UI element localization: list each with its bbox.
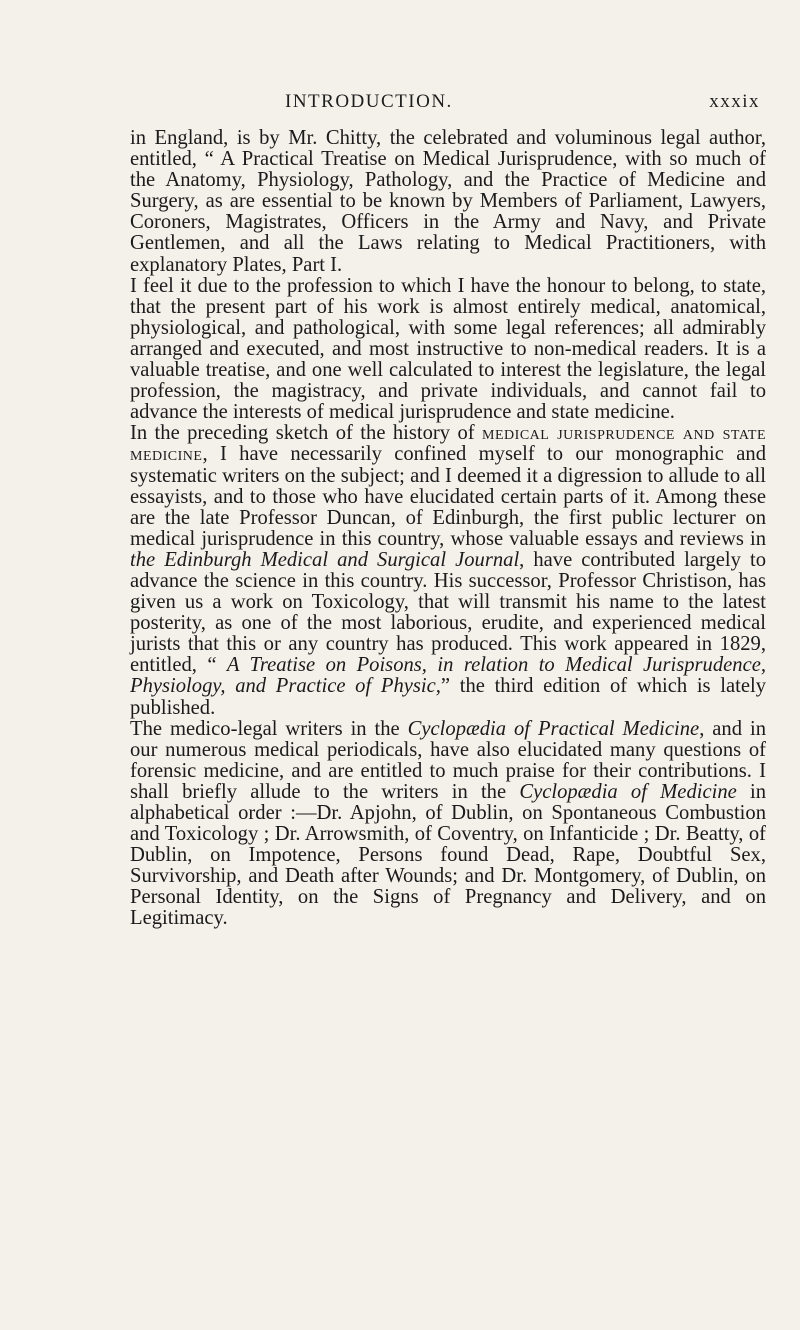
paragraph-4	[130, 719, 766, 930]
paragraph-text: In the preceding sketch of the history of	[130, 422, 483, 445]
paragraph-text: , I have necessarily confined myself to our monographic and systematic writers on the subject; and I deemed it a digression to allude to all essayists, and to those who have elucidated certain parts of it. Among these are the late Professor Duncan, of Edinburgh, the first public lecturer on medical jurisprudence in this country, whose valuable essays and reviews in	[130, 443, 766, 550]
paragraph-text: I feel it due to the profession to which I have the honour to belong, to state, that the present part of his work is almost entirely medical, anatomical, physiological, and pathological, with some legal references; all admirably arranged and executed, and most instructive to non-medical readers. It is a valuable treatise, and one well calculated to interest the legislature, the legal profession, the magistracy, and private individuals, and cannot fail to advance the interests of medical jurisprudence and state medicine.	[130, 274, 766, 424]
paragraph-text: ” the third edition of which is lately published.	[130, 675, 766, 719]
paragraph-3	[130, 423, 766, 718]
page-number: xxxix	[709, 91, 760, 112]
paragraph-text: , and in our numerous medical periodicals, have also elucidated many questions of forensic medicine, and are entitled to much praise for their contributions. I shall briefly allude to the writers in the	[130, 717, 767, 803]
running-head-title: INTRODUCTION.	[285, 91, 453, 112]
paragraph-2	[130, 276, 766, 424]
small-caps-phrase: medical jurisprudence and state medicine	[130, 422, 766, 466]
book-title: Cyclopædia of Practical Medicine	[407, 717, 700, 740]
body-text	[130, 128, 766, 930]
book-title: A Treatise on Poisons, in relation to Medical Jurisprudence, Physiology, and Practice of Physic,	[130, 654, 766, 698]
paragraph-text: in England, is by Mr. Chitty, the celebrated and voluminous legal author, entitled, “ A Practical Treatise on Medical Jurisprudence, with so much of the Anatomy, Physiology, Pathology, and the Practice of Medicine and Surgery, as are essential to be known by Members of Parliament, Lawyers, Coroners, Magistrates, Officers in the Army and Navy, and Private Gentlemen, and all the Laws relating to Medical Practitioners, with explanatory Plates, Part I.	[130, 127, 766, 276]
book-title: Cyclopædia of Medicine	[519, 780, 737, 803]
paragraph-text: The medico-legal writers in the	[130, 717, 408, 740]
paragraph-1	[130, 128, 766, 276]
paragraph-text: in alphabetical order :—Dr. Apjohn, of Dublin, on Spontaneous Combustion and Toxicology ; Dr. Arrowsmith, of Coventry, on Infanticide ; Dr. Beatty, of Dublin, on Impotence, Persons found Dead, Rape, Doubtful Sex, Survivorship, and Death after Wounds; and Dr. Montgomery, of Dublin, on Personal Identity, on the Signs of Pregnancy and Delivery, and on Legitimacy.	[130, 780, 766, 930]
paragraph-text: , have contributed largely to advance the science in this country. His successor, Professor Christison, has given us a work on Toxicology, that will transmit his name to the latest posterity, as one of the most laborious, erudite, and experienced medical jurists that this or any country has produced. This work appeared in 1829, entitled, “	[130, 548, 766, 677]
journal-title: the Edinburgh Medical and Surgical Journal	[130, 548, 520, 571]
